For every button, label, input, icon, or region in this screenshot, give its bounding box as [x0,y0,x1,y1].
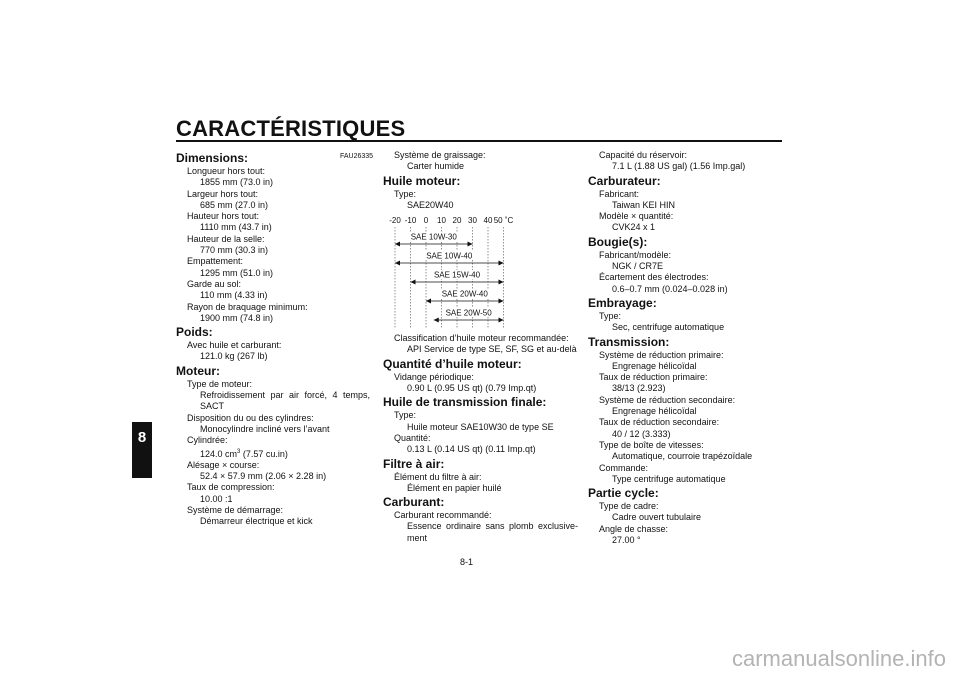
spec-value: 40 / 12 (3.333) [612,428,671,439]
spec-label: Type de boîte de vitesses: [599,439,704,450]
spec-value: SAE20W40 [407,199,454,210]
spec-label: Angle de chasse: [599,523,669,534]
spec-value: 110 mm (4.33 in) [200,290,268,301]
spec-value: Engrenage hélicoïdal [612,360,697,371]
spec-label: Type: [394,188,417,199]
viscosity-band-label: SAE 20W-40 [441,289,488,299]
band-arrow-right [499,299,504,304]
spec-value: 1110 mm (43.7 in) [200,222,272,233]
spec-label: Garde au sol: [187,278,242,289]
spec-label: Capacité du réservoir: [599,150,688,160]
band-arrow-left [426,299,431,304]
viscosity-band-label: SAE 10W-30 [410,232,457,242]
spec-heading: Poids: [176,325,213,340]
band-arrow-right [499,280,504,285]
spec-value: 7.1 L (1.88 US gal) (1.56 Imp.gal) [612,161,746,172]
spec-value: 52.4 × 57.9 mm (2.06 × 2.28 in) [200,471,327,482]
spec-value: 27.00 ° [612,535,641,546]
spec-value: ment [407,532,428,543]
spec-heading: Filtre à air: [383,456,445,471]
spec-heading: Huile de transmission finale: [383,395,547,410]
spec-value: 0.6–0.7 mm (0.024–0.028 in) [612,283,728,294]
spec-label: Fabricant/modèle: [599,249,672,260]
spec-value: 685 mm (27.0 in) [200,199,269,210]
spec-label: Modèle × quantité: [599,211,674,222]
spec-value: 10.00 :1 [200,493,233,504]
spec-label: Fabricant: [599,188,640,199]
spec-label: Type: [599,310,622,321]
band-arrow-right [499,261,504,266]
spec-value: 38/13 (2.923) [612,383,666,394]
spec-value: Refroidissement par air forcé, 4 temps, [200,390,370,401]
band-arrow-left [395,242,400,247]
spec-value: Élément en papier huilé [407,482,502,493]
spec-value: SACT [200,401,225,412]
spec-label: Système de démarrage: [187,505,284,516]
spec-label: Type de moteur: [187,378,253,389]
spec-label: Taux de compression: [187,482,275,493]
spec-label: Disposition du ou des cylindres: [187,412,314,423]
page-title: CARACTÉRISTIQUES [176,116,406,141]
spec-label: Système de réduction primaire: [599,349,724,360]
spec-heading: Carburant: [383,495,445,510]
temperature-tick-label: 50 ˚C [493,216,514,226]
spec-value: Carter humide [407,161,465,172]
spec-label: Vidange périodique: [394,371,474,382]
spec-label: Type: [394,410,417,421]
spec-heading: Moteur: [176,363,220,378]
page-number: 8-1 [460,557,474,567]
reference-code: FAU26335 [340,153,374,160]
title-underline [176,140,782,142]
spec-value: 1855 mm (73.0 in) [200,177,274,188]
temperature-tick-label: 30 [468,216,477,226]
temperature-tick-label: 10 [437,216,446,226]
spec-label: Système de réduction secondaire: [599,394,736,405]
specs-column-2 [383,150,578,544]
spec-value: Huile moteur SAE10W30 de type SE [407,421,554,432]
spec-value: Automatique, courroie trapézoïdale [612,451,753,462]
specs-column-1 [176,150,370,528]
lubrication-section [383,150,578,211]
band-arrow-left [395,261,400,266]
spec-label: Commande: [599,462,649,473]
section-tab [132,422,152,478]
spec-value: Démarreur électrique et kick [200,516,313,527]
spec-label: Système de graissage: [394,150,486,160]
spec-label: Avec huile et carburant: [187,340,282,351]
spec-value: 0.13 L (0.14 US qt) (0.11 Imp.qt) [407,444,536,455]
oil-chart-svg [385,214,535,330]
band-arrow-left [434,318,439,323]
specs-column-3 [588,150,788,546]
spec-label: Hauteur de la selle: [187,233,265,244]
temperature-tick-label: 40 [483,216,493,226]
viscosity-band-label: SAE 15W-40 [433,270,481,280]
oil-and-fuel-section [383,333,578,544]
spec-label: Empattement: [187,256,244,267]
spec-label: Taux de réduction primaire: [599,372,708,383]
spec-value: 1295 mm (51.0 in) [200,267,274,278]
spec-value: 124.0 $cm^3$ (7.57 cu.in) [200,448,288,459]
viscosity-band-label: SAE 10W-40 [426,251,473,261]
spec-value: 770 mm (30.3 in) [200,245,269,256]
watermark: carmanualsonline.info [731,646,946,671]
spec-label: Alésage × course: [187,459,260,470]
spec-label: Type de cadre: [599,501,659,512]
spec-label: Longueur hors tout: [187,166,266,176]
spec-value: 121.0 kg (267 lb) [200,351,268,362]
section-number: 8 [137,429,147,446]
spec-value: 0.90 L (0.95 US qt) (0.79 Imp.qt) [407,383,537,394]
temperature-tick-label: 20 [452,216,462,226]
band-arrow-right [499,318,504,323]
spec-value: NGK / CR7E [612,261,664,272]
spec-heading: Dimensions: [176,151,249,165]
spec-value: CVK24 x 1 [612,222,656,233]
spec-value: Type centrifuge automatique [612,473,726,484]
spec-label: Rayon de braquage minimum: [187,301,308,312]
band-arrow-left [411,280,416,285]
spec-heading: Transmission: [588,334,670,349]
band-arrow-right [468,242,473,247]
spec-heading: Quantité d’huile moteur: [383,356,522,371]
spec-heading: Embrayage: [588,295,657,310]
spec-value: Taiwan KEI HIN [612,199,676,210]
spec-value: Cadre ouvert tubulaire [612,512,702,523]
temperature-tick-label: 0 [423,216,429,226]
spec-label: Classification d’huile moteur recommandée: [394,333,569,344]
spec-heading: Bougie(s): [588,234,648,249]
spec-label: Taux de réduction secondaire: [599,417,720,428]
spec-value: API Service de type SE, SF, SG et au-delà [407,344,577,355]
spec-value: Monocylindre incliné vers l’avant [200,423,330,434]
spec-value: Sec, centrifuge automatique [612,322,725,333]
spec-value: 1900 mm (74.8 in) [200,312,274,323]
viscosity-band-label: SAE 20W-50 [445,308,492,318]
spec-value: Essence ordinaire sans plomb exclusive- [407,521,578,532]
spec-value: Engrenage hélicoïdal [612,406,697,417]
spec-label: Écartement des électrodes: [599,272,709,283]
spec-label: Hauteur hors tout: [187,211,260,222]
spec-heading: Carburateur: [588,173,661,188]
spec-label: Quantité: [394,432,431,443]
temperature-tick-label: -20 [389,216,401,226]
spec-label: Largeur hors tout: [187,188,259,199]
spec-label: Cylindrée: [187,435,228,446]
temperature-tick-label: -10 [404,216,417,226]
spec-label: Élément du filtre à air: [394,471,482,482]
spec-label: Carburant recommandé: [394,510,492,521]
spec-heading: Huile moteur: [383,173,461,188]
spec-heading: Partie cycle: [588,486,659,501]
oil-viscosity-chart [385,214,535,330]
